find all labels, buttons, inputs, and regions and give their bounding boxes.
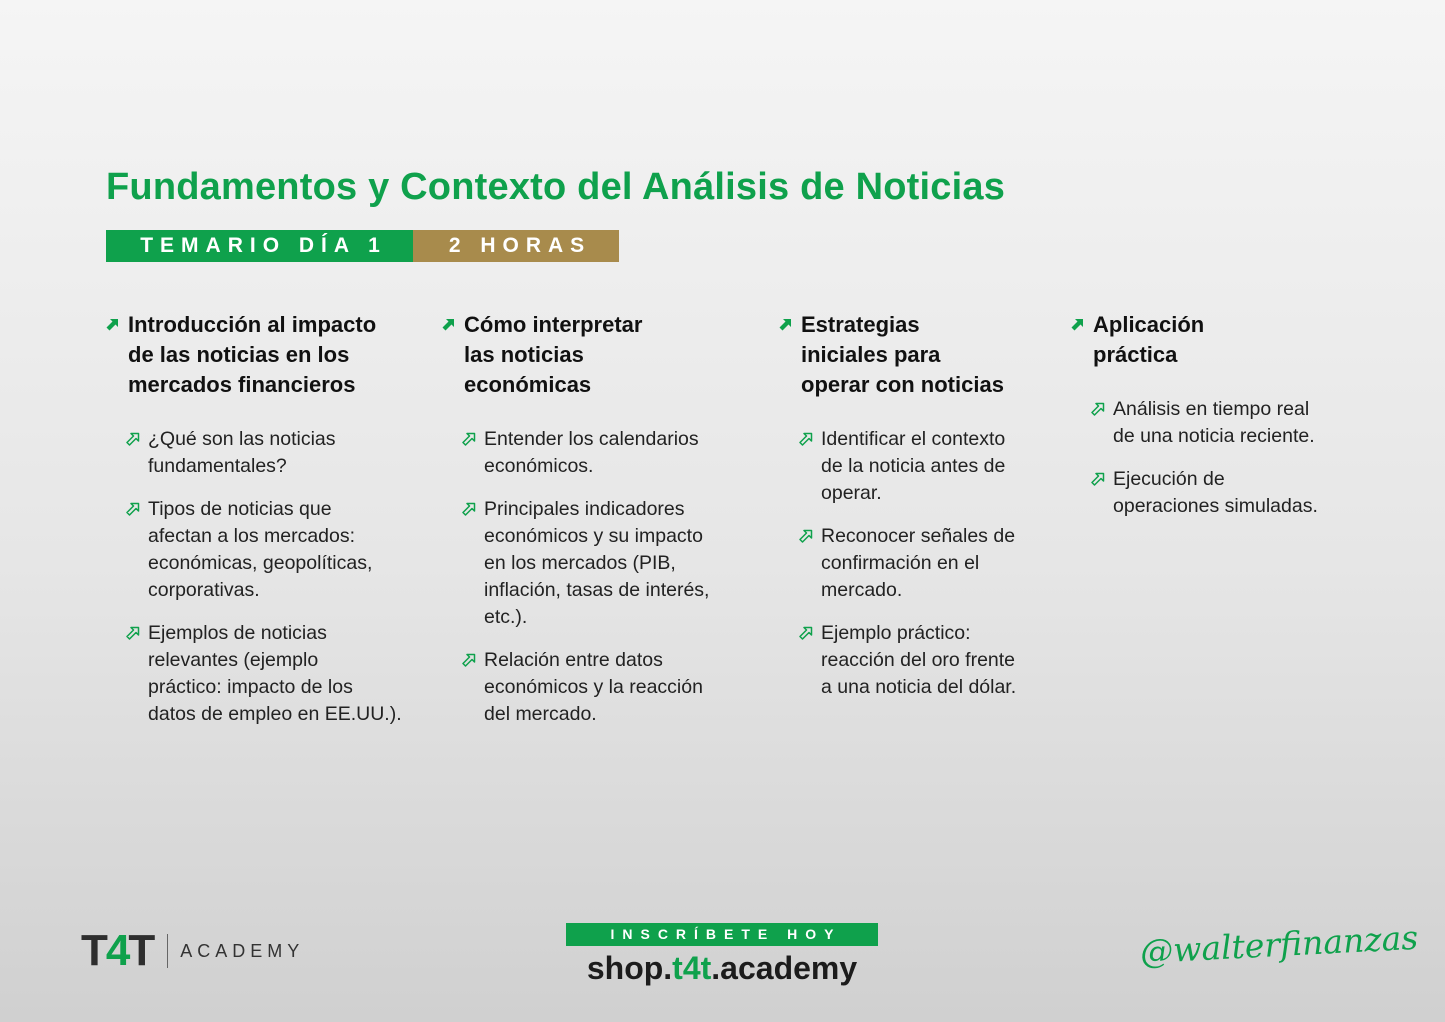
url-prefix: shop. — [586, 950, 673, 986]
list-item — [462, 496, 762, 631]
text-line: operaciones simuladas. — [1113, 495, 1318, 517]
text-line: las noticias — [464, 342, 584, 367]
text-line: Entender los calendarios — [484, 428, 699, 450]
text-line: económicos. — [484, 455, 594, 477]
topic-heading — [1071, 310, 1371, 370]
bullet-arrow-icon — [462, 502, 476, 516]
trend-arrow-icon — [779, 317, 793, 331]
text-line: Identificar el contexto — [821, 428, 1006, 450]
text-line: práctico: impacto de los — [148, 676, 353, 698]
cta-url[interactable] — [566, 950, 878, 987]
bullet-arrow-icon — [1091, 472, 1105, 486]
list-item — [462, 426, 762, 480]
trend-arrow-icon — [106, 317, 120, 331]
bullet-arrow-icon — [799, 626, 813, 640]
list-item — [799, 426, 1069, 507]
list-item — [799, 523, 1069, 604]
topic-heading-text — [464, 310, 762, 400]
text-line: etc.). — [484, 606, 528, 628]
text-line: mercados financieros — [128, 372, 356, 397]
topic-item-list — [106, 426, 436, 728]
bullet-arrow-icon — [126, 502, 140, 516]
text-line: económicas — [464, 372, 592, 397]
logo-letter-t1: T — [81, 926, 106, 975]
text-line: operar con noticias — [801, 372, 1004, 397]
topic-heading — [442, 310, 762, 400]
text-line: mercado. — [821, 579, 903, 601]
text-line: del mercado. — [484, 703, 597, 725]
url-suffix: .academy — [711, 950, 858, 986]
bullet-arrow-icon — [126, 626, 140, 640]
text-line: reacción del oro frente — [821, 649, 1016, 671]
text-line: económicos y la reacción — [484, 676, 703, 698]
topic-heading-text — [801, 310, 1069, 400]
logo-divider — [167, 934, 168, 968]
text-line: práctica — [1093, 342, 1178, 367]
social-handle: @walterfinanzas — [1139, 917, 1420, 972]
topic-item-list — [779, 426, 1069, 701]
trend-arrow-icon — [442, 317, 456, 331]
text-line: datos de empleo en EE.UU.). — [148, 703, 402, 725]
text-line: Tipos de noticias que — [148, 498, 332, 520]
text-line: en los mercados (PIB, — [484, 552, 676, 574]
trend-arrow-icon — [1071, 317, 1085, 331]
text-line: Ejemplos de noticias — [148, 622, 327, 644]
topic-column-2 — [442, 310, 762, 744]
text-line: a una noticia del dólar. — [821, 676, 1017, 698]
text-line: afectan a los mercados: — [148, 525, 356, 547]
text-line: Relación entre datos — [484, 649, 663, 671]
logo-digit-4: 4 — [105, 926, 129, 975]
topic-column-3 — [779, 310, 1069, 717]
logo-mark — [81, 928, 153, 974]
bullet-arrow-icon — [462, 653, 476, 667]
text-line: económicos y su impacto — [484, 525, 703, 547]
text-line: Reconocer señales de — [821, 525, 1016, 547]
list-item — [462, 647, 762, 728]
logo-letter-t2: T — [128, 926, 154, 975]
list-item — [126, 620, 436, 728]
bullet-arrow-icon — [799, 529, 813, 543]
list-item — [126, 426, 436, 480]
url-highlight: t4t — [672, 950, 712, 986]
list-item — [1091, 466, 1371, 520]
text-line: confirmación en el — [821, 552, 980, 574]
text-line: relevantes (ejemplo — [148, 649, 319, 671]
text-line: Aplicación — [1093, 312, 1205, 337]
bullet-arrow-icon — [126, 432, 140, 446]
text-line: Ejemplo práctico: — [821, 622, 971, 644]
cta-label: INSCRÍBETE HOY — [566, 923, 878, 946]
topic-heading-text — [1093, 310, 1371, 370]
text-line: Análisis en tiempo real — [1113, 398, 1310, 420]
logo-wordmark: ACADEMY — [180, 940, 305, 961]
text-line: Introducción al impacto — [128, 312, 377, 337]
text-line: económicas, geopolíticas, — [148, 552, 373, 574]
topic-column-1 — [106, 310, 436, 744]
bullet-arrow-icon — [462, 432, 476, 446]
bullet-arrow-icon — [799, 432, 813, 446]
bullet-arrow-icon — [1091, 402, 1105, 416]
text-line: Cómo interpretar — [464, 312, 643, 337]
hours-label: 2 HORAS — [413, 230, 619, 262]
t4t-academy-logo — [81, 928, 304, 974]
text-line: fundamentales? — [148, 455, 287, 477]
text-line: ¿Qué son las noticias — [148, 428, 336, 450]
text-line: de la noticia antes de — [821, 455, 1006, 477]
day-label: TEMARIO DÍA 1 — [106, 230, 413, 262]
signup-cta[interactable] — [566, 923, 878, 987]
topic-heading-text — [128, 310, 436, 400]
list-item — [799, 620, 1069, 701]
list-item — [126, 496, 436, 604]
list-item — [1091, 396, 1371, 450]
page-title: Fundamentos y Contexto del Análisis de Noticias — [106, 166, 1006, 208]
text-line: de una noticia reciente. — [1113, 425, 1315, 447]
schedule-banner — [106, 230, 619, 262]
text-line: corporativas. — [148, 579, 260, 601]
text-line: inflación, tasas de interés, — [484, 579, 710, 601]
topic-column-4 — [1071, 310, 1371, 536]
topic-item-list — [442, 426, 762, 728]
text-line: Principales indicadores — [484, 498, 685, 520]
text-line: iniciales para — [801, 342, 941, 367]
text-line: Estrategias — [801, 312, 920, 337]
topic-heading — [779, 310, 1069, 400]
topic-item-list — [1071, 396, 1371, 520]
text-line: de las noticias en los — [128, 342, 350, 367]
topic-heading — [106, 310, 436, 400]
text-line: Ejecución de — [1113, 468, 1225, 490]
text-line: operar. — [821, 482, 882, 504]
